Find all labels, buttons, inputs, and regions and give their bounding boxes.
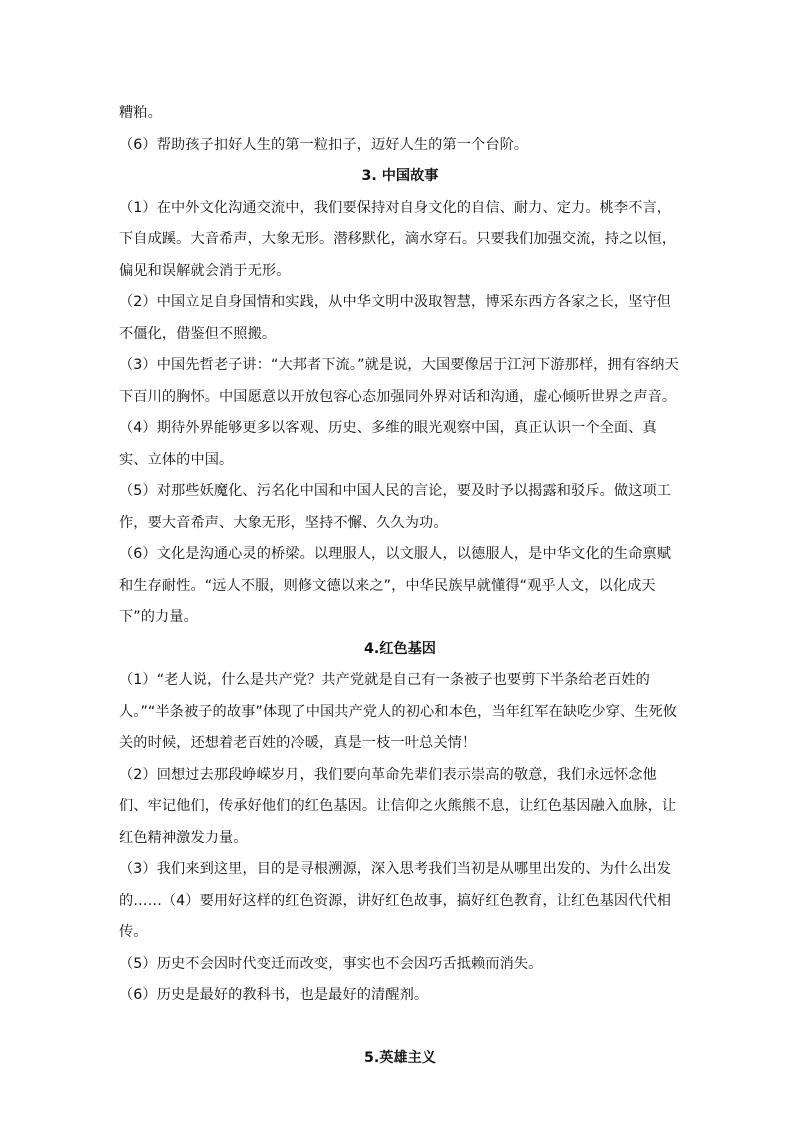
body-paragraph: （6）文化是沟通心灵的桥梁。以理服人，以文服人，以德服人，是中华文化的生命禀赋和生存耐性。“远人不服，则修文德以来之”，中华民族早就懂得“观乎人文，以化成天下”的力量。	[119, 546, 672, 625]
body-paragraph: （1）“老人说，什么是共产党？共产党就是自己有一条被子也要剪下半条给老百姓的人。”“半条被子的故事”体现了中国共产党人的初心和本色，当年红军在缺吃少穿、生死攸关的时候，还想着老百姓的冷暖，真是一枝一叶总关情！	[119, 672, 678, 751]
body-paragraph: 糟粕。	[119, 105, 162, 121]
body-paragraph: （3）我们来到这里，目的是寻根溯源，深入思考我们当初是从哪里出发的、为什么出发的……（4）要用好这样的红色资源，讲好红色故事，搞好红色教育，让红色基因代代相传。	[119, 861, 672, 940]
document-body	[119, 98, 681, 1074]
section-heading: 3. 中国故事	[361, 168, 439, 184]
body-paragraph: （6）帮助孩子扣好人生的第一粒扣子，迈好人生的第一个台阶。	[119, 136, 529, 153]
body-paragraph: （3）中国先哲老子讲：“大邦者下流。”就是说，大国要像居于江河下游那样，拥有容纳天下百川的胸怀。中国愿意以开放包容心态加强同外界对话和沟通，虚心倾听世界之声音。	[119, 357, 679, 405]
body-paragraph: （6）历史是最好的教科书，也是最好的清醒剂。	[119, 987, 429, 1003]
section-heading: 5.英雄主义	[363, 1049, 436, 1066]
body-paragraph: （2）回想过去那段峥嵘岁月，我们要向革命先辈们表示崇高的敬意，我们永远怀念他们、牢记他们，传承好他们的红色基因。让信仰之火熊熊不息，让红色基因融入血脉，让红色精神激发力量。	[119, 766, 677, 846]
body-paragraph: （2）中国立足自身国情和实践，从中华文明中汲取智慧，博采东西方各家之长，坚守但不僵化，借鉴但不照搬。	[119, 294, 672, 342]
body-paragraph: （5）历史不会因时代变迁而改变，事实也不会因巧舌抵赖而消失。	[119, 955, 543, 972]
section-heading: 4.红色基因	[363, 640, 436, 657]
body-paragraph: （1）在中外文化沟通交流中，我们要保持对自身文化的自信、耐力、定力。桃李不言，下自成蹊。大音希声，大象无形。潜移默化，滴水穿石。只要我们加强交流，持之以恒，偏见和误解就会消于无形。	[119, 199, 677, 279]
body-paragraph: （4）期待外界能够更多以客观、历史、多维的眼光观察中国，真正认识一个全面、真实、立体的中国。	[119, 420, 657, 468]
body-paragraph: （5）对那些妖魔化、污名化中国和中国人民的言论，要及时予以揭露和驳斥。做这项工作，要大音希声、大象无形，坚持不懈、久久为功。	[119, 483, 672, 531]
section-spacer	[119, 1012, 681, 1043]
